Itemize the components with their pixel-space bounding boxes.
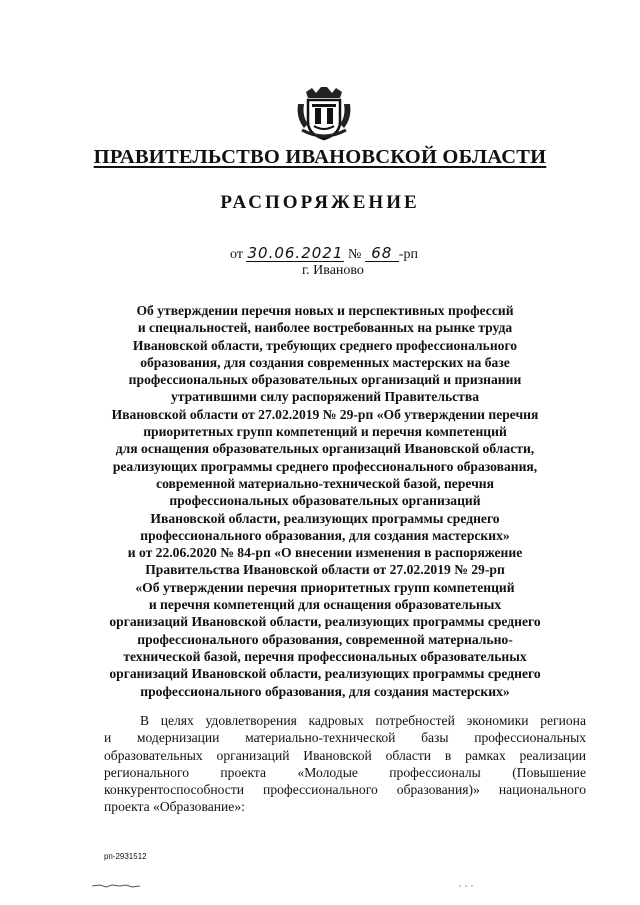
heading-line: современной материально-технической базой, перечня — [156, 475, 494, 491]
body-line: и модернизации материально-технической базы профессиональных — [104, 730, 586, 746]
heading-line: организаций Ивановской области, реализующих программы среднего — [109, 666, 541, 682]
date-prefix: от — [230, 247, 243, 262]
heading-line: профессионального образования, для создания мастерских» — [140, 683, 510, 699]
heading-line: и от 22.06.2020 № 84-рп «О внесении изменения в распоряжение — [127, 545, 523, 561]
heading-line: приоритетных групп компетенций и перечня компетенций — [143, 424, 507, 440]
heading-line: «Об утверждении перечня приоритетных групп компетенций — [135, 579, 515, 595]
ivanovo-coat-of-arms-icon — [294, 84, 354, 142]
handwritten-number: 68 — [365, 246, 399, 262]
body-line: конкурентоспособности профессионального образования)» национального — [104, 782, 586, 798]
government-title: ПРАВИТЕЛЬСТВО ИВАНОВСКОЙ ОБЛАСТИ — [93, 146, 547, 168]
heading-line: образования, для создания современных мастерских на базе — [140, 354, 510, 370]
document-type: РАСПОРЯЖЕНИЕ — [220, 192, 420, 213]
heading-line: организаций Ивановской области, реализующих программы среднего — [109, 614, 541, 630]
handwritten-date: 30.06.2021 — [247, 244, 344, 262]
heading-line: технической базой, перечня профессиональных образовательных — [123, 648, 527, 664]
number-sign: № — [347, 247, 362, 262]
heading-line: реализующих программы среднего профессионального образования, — [112, 458, 538, 474]
document-code: рп-2931512 — [104, 852, 147, 861]
body-line: образовательных организаций Ивановской области в рамках реализации — [104, 747, 586, 763]
heading-line: Ивановской области от 27.02.2019 № 29-рп «Об утверждении перечня — [111, 406, 539, 422]
heading-line: профессионального образования, для создания мастерских» — [140, 527, 510, 543]
heading-line: Ивановской области, требующих среднего профессионального — [132, 337, 518, 353]
heading-line: Правительства Ивановской области от 27.02.2019 № 29-рп — [145, 562, 505, 578]
heading-line: и перечня компетенций для оснащения образовательных — [148, 597, 502, 613]
number-suffix: -рп — [398, 247, 418, 262]
heading-line: утратившими силу распоряжений Правительства — [170, 389, 479, 405]
heading-line: профессиональных образовательных организаций — [169, 493, 481, 509]
document-heading — [60, 302, 590, 700]
body-paragraph — [104, 712, 586, 816]
body-line: проекта «Образование»: — [104, 799, 245, 815]
body-line: В целях удовлетворения кадровых потребностей экономики региона — [140, 713, 586, 728]
scan-artifact — [458, 884, 478, 888]
body-line: регионального проекта «Молодые профессионалы (Повышение — [104, 764, 586, 780]
heading-line: Об утверждении перечня новых и перспективных профессий — [136, 303, 514, 318]
dateline — [230, 246, 490, 263]
heading-line: для оснащения образовательных организаций Ивановской области, — [115, 441, 535, 457]
city: г. Иваново — [302, 263, 364, 278]
heading-line: и специальностей, наиболее востребованных на рынке труда — [137, 320, 513, 336]
heading-line: Ивановской области, реализующих программы среднего — [150, 510, 500, 526]
scan-artifact — [92, 883, 142, 889]
heading-line: профессиональных образовательных организаций и признании — [128, 372, 522, 388]
heading-line: профессионального образования, современной материально- — [137, 631, 513, 647]
